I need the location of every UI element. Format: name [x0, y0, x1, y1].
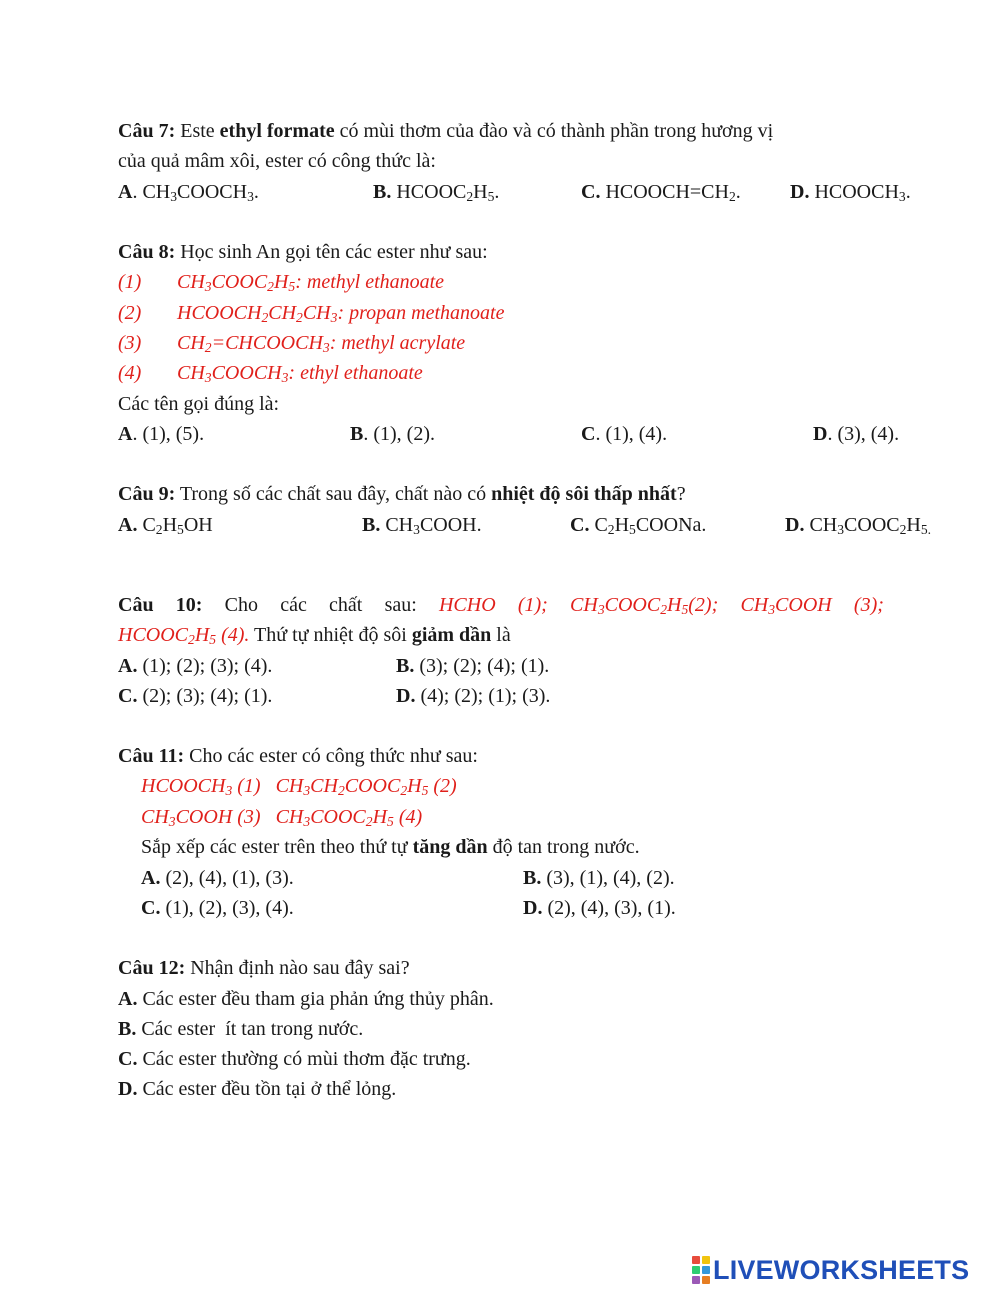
q11-label: Câu 11:: [118, 745, 185, 767]
q10-stem-line2: $HCOOC_2H_5$ (4). Thứ tự nhiệt độ sôi giảm dần là: [118, 624, 511, 647]
q8-item-number: (4): [118, 362, 142, 384]
q9-option-a[interactable]: A. $C_2H_5OH$: [118, 514, 213, 537]
q7-stem-line2: của quả mâm xôi, ester có công thức là:: [118, 150, 436, 172]
q8-stem: Câu 8: Học sinh An gọi tên các ester như sau:: [118, 241, 488, 263]
logo-block: [692, 1276, 700, 1284]
logo-block: [692, 1266, 700, 1274]
liveworksheets-logo: [692, 1255, 969, 1285]
q10-stem: Câu 10: Cho các chất sau: HCHO (1); $CH_3COOC_2H_5(2)$; $CH_3COOH$ (3);: [118, 594, 884, 617]
q10-option-a[interactable]: A. (1); (2); (3); (4).: [118, 655, 273, 677]
q7-option-d[interactable]: D. $HCOOCH_3$.: [790, 181, 911, 204]
logo-block: [702, 1266, 710, 1274]
q11-option-a[interactable]: A. (2), (4), (1), (3).: [141, 867, 294, 889]
q7-option-a[interactable]: A. $CH_3COOCH_3$.: [118, 181, 259, 204]
q8-label: Câu 8:: [118, 241, 176, 263]
q9-option-d[interactable]: D. $CH_3COOC_2H_{5.}$: [785, 514, 932, 537]
q8-option-d[interactable]: D. (3), (4).: [813, 423, 900, 445]
logo-block: [702, 1256, 710, 1264]
q11-option-b[interactable]: B. (3), (1), (4), (2).: [523, 867, 675, 889]
q11-instruction: Sắp xếp các ester trên theo thứ tự tăng dần độ tan trong nước.: [141, 836, 640, 858]
q7-option-c[interactable]: C. $HCOOCH=CH_2$.: [581, 181, 741, 204]
q8-option-c[interactable]: C. (1), (4).: [581, 423, 668, 445]
q7-label: Câu 7:: [118, 120, 176, 142]
q12-option-d[interactable]: D. Các ester đều tồn tại ở thể lỏng.: [118, 1078, 397, 1100]
q9-option-b[interactable]: B. $CH_3COOH$.: [362, 514, 482, 537]
q8-item-3: $CH_2=CHCOOCH_3$: methyl acrylate: [177, 332, 466, 355]
q12-option-c[interactable]: C. Các ester thường có mùi thơm đặc trưng.: [118, 1048, 471, 1070]
q8-item-1: $CH_3COOC_2H_5$: methyl ethanoate: [177, 271, 445, 294]
q8-item-number: (3): [118, 332, 142, 354]
q7-stem: Câu 7: Este ethyl formate có mùi thơm của đào và có thành phần trong hương vị: [118, 120, 774, 142]
q8-item-4: $CH_3COOCH_3$: ethyl ethanoate: [177, 362, 423, 385]
logo-text: LIVEWORKSHEETS: [713, 1254, 970, 1285]
q11-stem: Câu 11: Cho các ester có công thức như sau:: [118, 745, 478, 767]
q8-item-number: (1): [118, 271, 142, 293]
q8-option-a[interactable]: A. (1), (5).: [118, 423, 205, 445]
q11-option-d[interactable]: D. (2), (4), (3), (1).: [523, 897, 676, 919]
logo-blocks-icon: [692, 1256, 710, 1284]
q8-question: Các tên gọi đúng là:: [118, 393, 280, 415]
logo-block: [692, 1256, 700, 1264]
q11-formulas-line1: $HCOOCH_3$ (1) $CH_3CH_2COOC_2H_5$ (2): [141, 775, 457, 798]
q11-formulas-line2: $CH_3COOH$ (3) $CH_3COOC_2H_5$ (4): [141, 806, 423, 829]
q10-option-c[interactable]: C. (2); (3); (4); (1).: [118, 685, 273, 707]
q9-label: Câu 9:: [118, 483, 176, 505]
q12-option-a[interactable]: A. Các ester đều tham gia phản ứng thủy phân.: [118, 988, 494, 1010]
q12-option-b[interactable]: B. Các ester ít tan trong nước.: [118, 1018, 364, 1040]
logo-block: [702, 1276, 710, 1284]
q9-option-c[interactable]: C. $C_2H_5COONa$.: [570, 514, 707, 537]
q10-label: Câu: [118, 594, 154, 616]
q9-stem: Câu 9: Trong số các chất sau đây, chất nào có nhiệt độ sôi thấp nhất?: [118, 483, 686, 505]
q8-item-number: (2): [118, 302, 142, 324]
q12-stem: Câu 12: Nhận định nào sau đây sai?: [118, 957, 410, 979]
q12-label: Câu 12:: [118, 957, 186, 979]
q11-option-c[interactable]: C. (1), (2), (3), (4).: [141, 897, 294, 919]
q8-option-b[interactable]: B. (1), (2).: [350, 423, 435, 445]
q10-option-b[interactable]: B. (3); (2); (4); (1).: [396, 655, 550, 677]
q8-item-2: $HCOOCH_2CH_2CH_3$: propan methanoate: [177, 302, 505, 325]
q10-option-d[interactable]: D. (4); (2); (1); (3).: [396, 685, 551, 707]
q7-option-b[interactable]: B. $HCOOC_2H_5$.: [373, 181, 500, 204]
